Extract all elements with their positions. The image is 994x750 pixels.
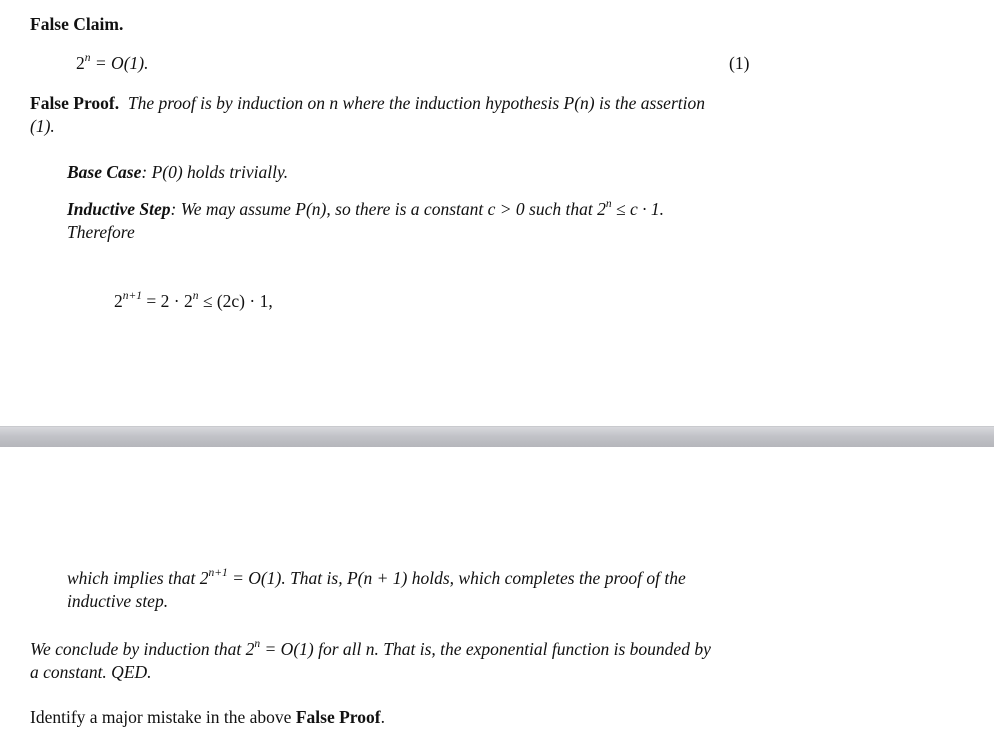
equation-1: $2^n = O(1)$.: [76, 52, 149, 73]
inductive-step-line-1: Inductive Step: We may assume P(n), so there is a constant c > 0 such that $2^n \le c \cdot 1$.: [67, 198, 664, 219]
proof-heading: False Proof.: [30, 93, 120, 113]
claim-heading: False Claim.: [30, 14, 124, 34]
base-case: Base Case: P(0) holds trivially.: [67, 162, 289, 182]
proof-intro-line-1: False Proof. The proof is by induction on n where the induction hypothesis P(n) is the assertion: [30, 93, 705, 113]
inductive-step-label: Inductive Step: [67, 199, 171, 219]
conclusion-line-2: a constant. QED.: [30, 662, 152, 682]
conclusion-line-1: We conclude by induction that $2^n = O(1)$ for all n. That is, the exponential function is bounded by: [30, 638, 711, 659]
base-case-label: Base Case: [67, 162, 142, 182]
implies-line-2: inductive step.: [67, 591, 169, 611]
question-prompt: Identify a major mistake in the above False Proof.: [30, 707, 385, 727]
equation-1-number: (1): [729, 53, 750, 73]
proof-intro-line-2: (1).: [30, 116, 55, 136]
implies-line-1: which implies that $2^{n+1} = O(1)$. That is, P(n + 1) holds, which completes the proof of the: [67, 567, 686, 588]
inductive-step-line-2: Therefore: [67, 222, 135, 242]
page-break-divider: [0, 426, 994, 447]
equation-2: $2^{n+1} = 2 \cdot 2^n \le (2c) \cdot 1$,: [114, 290, 273, 311]
